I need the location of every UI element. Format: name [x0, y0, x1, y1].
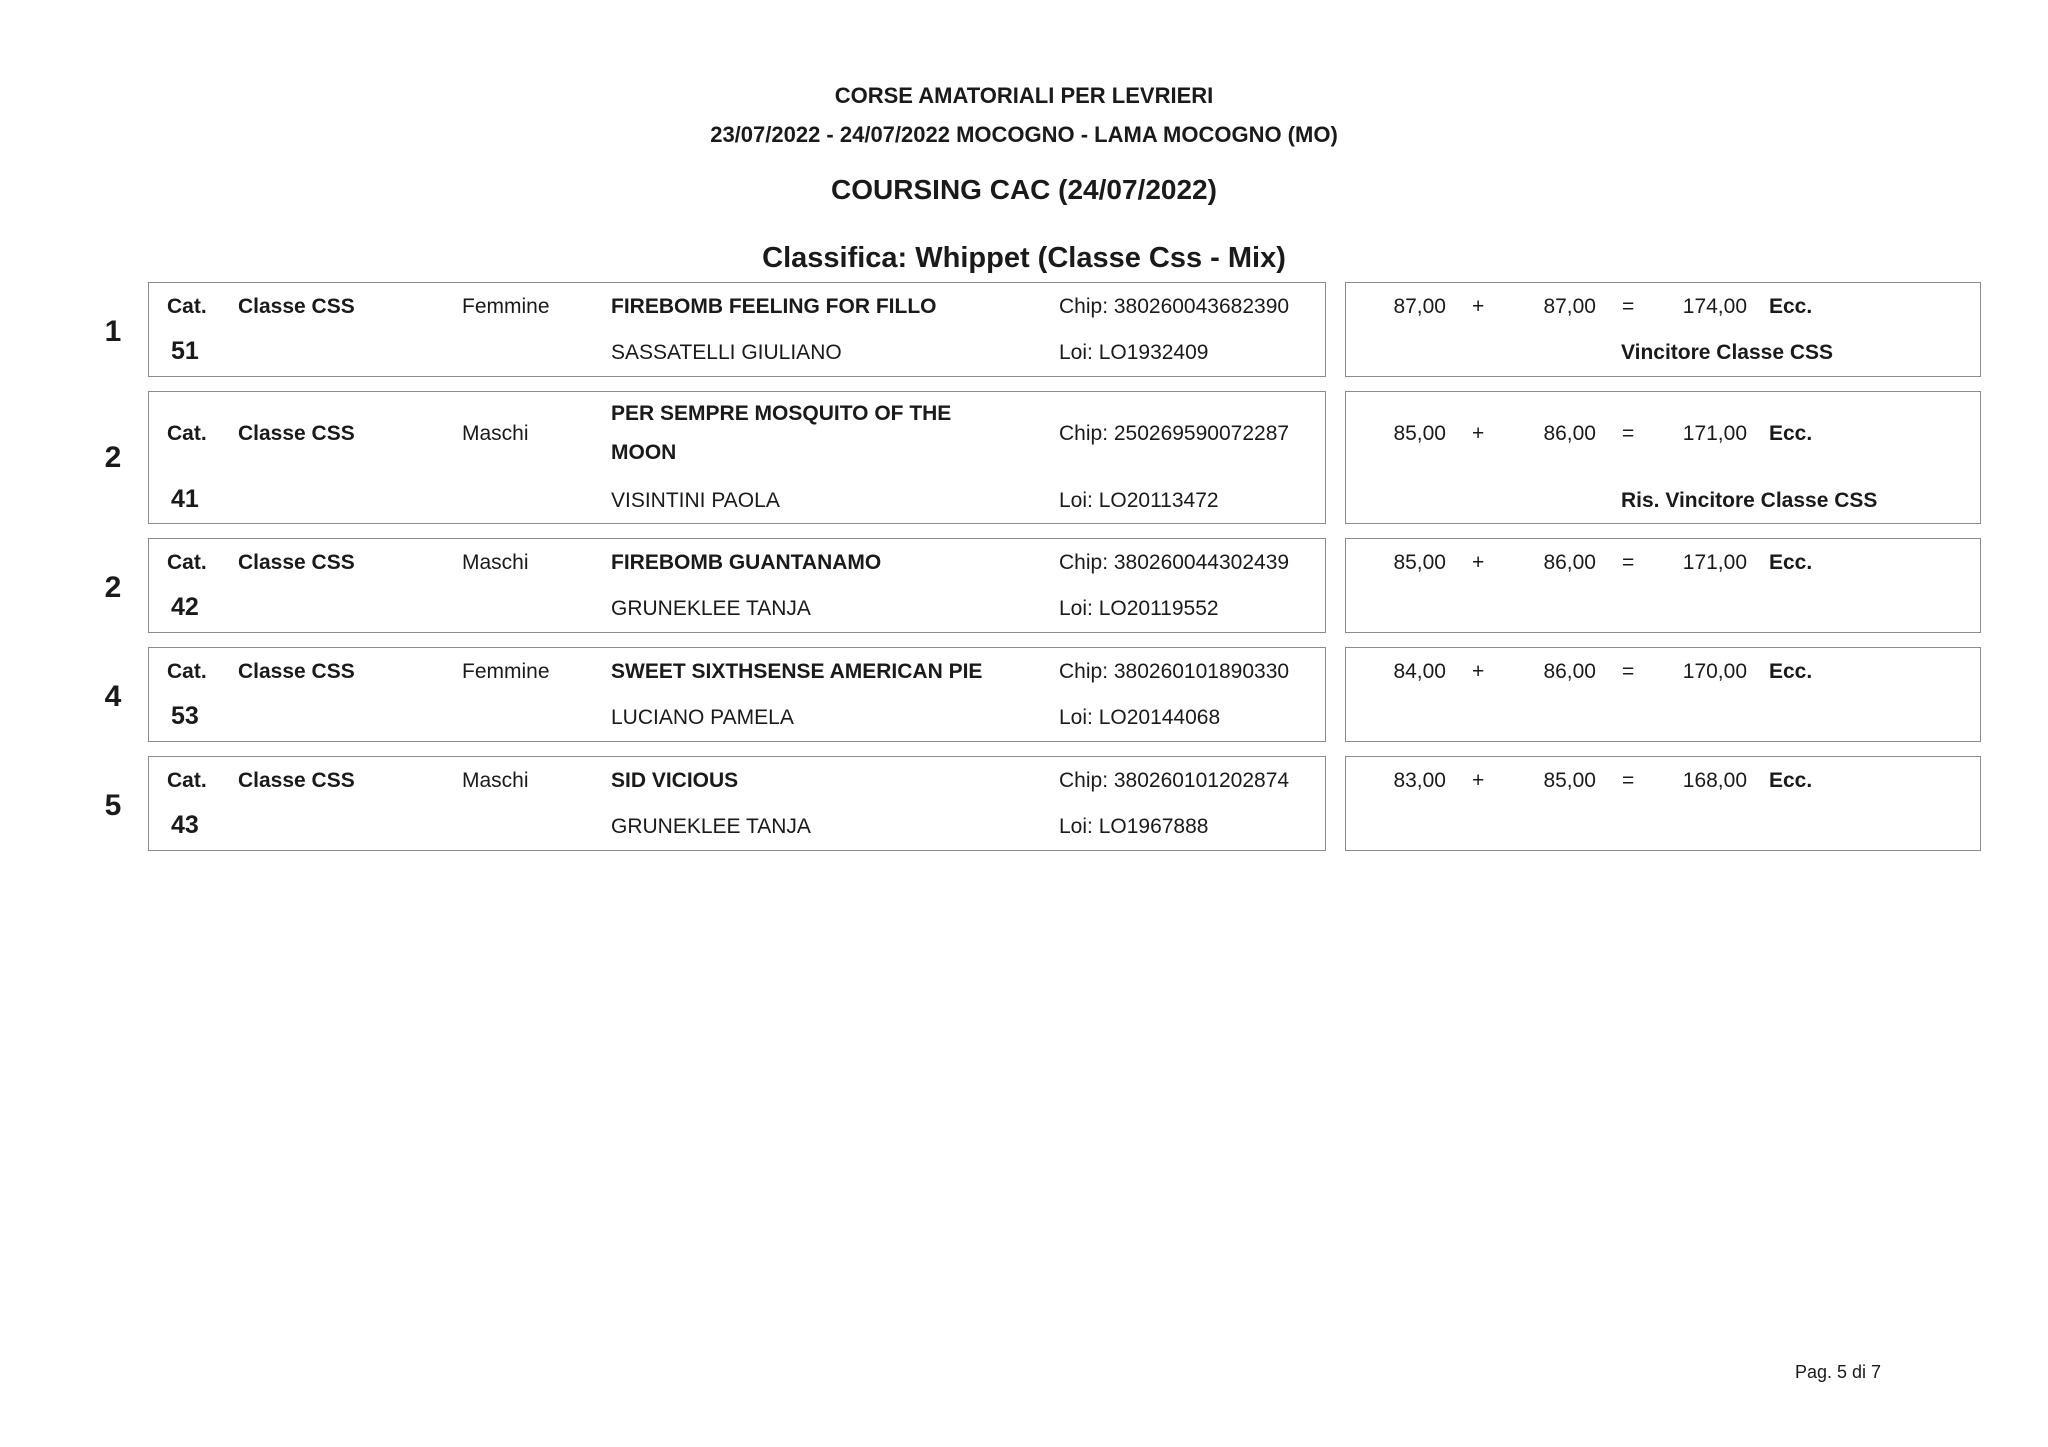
cat-label: Cat.	[167, 422, 207, 445]
loi-number: Loi: LO20113472	[1059, 489, 1219, 512]
loi-number: Loi: LO1967888	[1059, 815, 1209, 838]
dog-name: SID VICIOUS	[611, 769, 739, 792]
entry-position: 5	[104, 789, 122, 822]
dog-name: PER SEMPRE MOSQUITO OF THE	[611, 402, 952, 425]
total-score: 174,00	[1682, 295, 1747, 318]
page-number: Pag. 5 di 7	[1795, 1362, 1882, 1382]
entry-score-box	[1345, 538, 1981, 633]
award: Ris. Vincitore Classe CSS	[1621, 489, 1878, 512]
event-dates-location: 23/07/2022 - 24/07/2022 MOCOGNO - LAMA MOCOGNO (MO)	[710, 122, 1338, 147]
plus-sign: +	[1472, 551, 1485, 574]
plus-sign: +	[1472, 422, 1485, 445]
cat-label: Cat.	[167, 551, 207, 574]
sex-label: Femmine	[462, 295, 550, 318]
score-1: 83,00	[1393, 769, 1446, 792]
chip-number: Chip: 250269590072287	[1059, 422, 1290, 445]
sex-label: Maschi	[462, 422, 529, 445]
score-1: 85,00	[1393, 422, 1446, 445]
sex-label: Maschi	[462, 769, 529, 792]
dog-name: FIREBOMB GUANTANAMO	[611, 551, 882, 574]
ranking-title: Classifica: Whippet (Classe Css - Mix)	[762, 242, 1286, 274]
total-score: 171,00	[1682, 422, 1747, 445]
score-1: 87,00	[1393, 295, 1446, 318]
loi-number: Loi: LO1932409	[1059, 341, 1209, 364]
catalog-number: 41	[171, 485, 199, 513]
owner-name: GRUNEKLEE TANJA	[611, 815, 811, 838]
entry-details-box	[148, 756, 1326, 851]
entry-position: 2	[104, 571, 122, 604]
award: Vincitore Classe CSS	[1621, 341, 1834, 364]
equals-sign: =	[1622, 422, 1635, 445]
sex-label: Maschi	[462, 551, 529, 574]
dog-name: SWEET SIXTHSENSE AMERICAN PIE	[611, 660, 983, 683]
chip-number: Chip: 380260043682390	[1059, 295, 1290, 318]
entry-details-box	[148, 391, 1326, 524]
entry-position: 4	[104, 680, 122, 713]
class-label: Classe CSS	[238, 660, 355, 683]
equals-sign: =	[1622, 769, 1635, 792]
chip-number: Chip: 380260044302439	[1059, 551, 1290, 574]
total-score: 170,00	[1682, 660, 1747, 683]
equals-sign: =	[1622, 295, 1635, 318]
owner-name: VISINTINI PAOLA	[611, 489, 780, 512]
chip-number: Chip: 380260101890330	[1059, 660, 1290, 683]
owner-name: SASSATELLI GIULIANO	[611, 341, 842, 364]
equals-sign: =	[1622, 660, 1635, 683]
dog-name-continued: MOON	[611, 441, 677, 464]
loi-number: Loi: LO20144068	[1059, 706, 1221, 729]
score-2: 87,00	[1543, 295, 1596, 318]
class-label: Classe CSS	[238, 422, 355, 445]
owner-name: LUCIANO PAMELA	[611, 706, 794, 729]
entry-position: 2	[104, 441, 122, 474]
grade: Ecc.	[1769, 295, 1813, 318]
entry-details-box	[148, 538, 1326, 633]
competition-title: COURSING CAC (24/07/2022)	[831, 174, 1217, 205]
catalog-number: 53	[171, 702, 199, 730]
score-1: 85,00	[1393, 551, 1446, 574]
cat-label: Cat.	[167, 769, 207, 792]
sex-label: Femmine	[462, 660, 550, 683]
class-label: Classe CSS	[238, 551, 355, 574]
grade: Ecc.	[1769, 660, 1813, 683]
owner-name: GRUNEKLEE TANJA	[611, 597, 811, 620]
event-title: CORSE AMATORIALI PER LEVRIERI	[834, 83, 1214, 108]
chip-number: Chip: 380260101202874	[1059, 769, 1290, 792]
score-2: 86,00	[1543, 551, 1596, 574]
plus-sign: +	[1472, 769, 1485, 792]
score-1: 84,00	[1393, 660, 1446, 683]
grade: Ecc.	[1769, 769, 1813, 792]
score-2: 86,00	[1543, 422, 1596, 445]
entry-score-box	[1345, 756, 1981, 851]
entry-score-box	[1345, 647, 1981, 742]
grade: Ecc.	[1769, 422, 1813, 445]
score-2: 85,00	[1543, 769, 1596, 792]
entry-score-box	[1345, 391, 1981, 524]
entry-score-box	[1345, 282, 1981, 377]
catalog-number: 42	[171, 593, 199, 621]
plus-sign: +	[1472, 660, 1485, 683]
class-label: Classe CSS	[238, 295, 355, 318]
entry-details-box	[148, 282, 1326, 377]
dog-name: FIREBOMB FEELING FOR FILLO	[611, 295, 937, 318]
catalog-number: 43	[171, 811, 199, 839]
loi-number: Loi: LO20119552	[1059, 597, 1219, 620]
entry-position: 1	[104, 315, 122, 348]
equals-sign: =	[1622, 551, 1635, 574]
score-2: 86,00	[1543, 660, 1596, 683]
cat-label: Cat.	[167, 295, 207, 318]
total-score: 171,00	[1682, 551, 1747, 574]
total-score: 168,00	[1682, 769, 1747, 792]
grade: Ecc.	[1769, 551, 1813, 574]
plus-sign: +	[1472, 295, 1485, 318]
cat-label: Cat.	[167, 660, 207, 683]
class-label: Classe CSS	[238, 769, 355, 792]
catalog-number: 51	[171, 337, 199, 365]
entry-details-box	[148, 647, 1326, 742]
